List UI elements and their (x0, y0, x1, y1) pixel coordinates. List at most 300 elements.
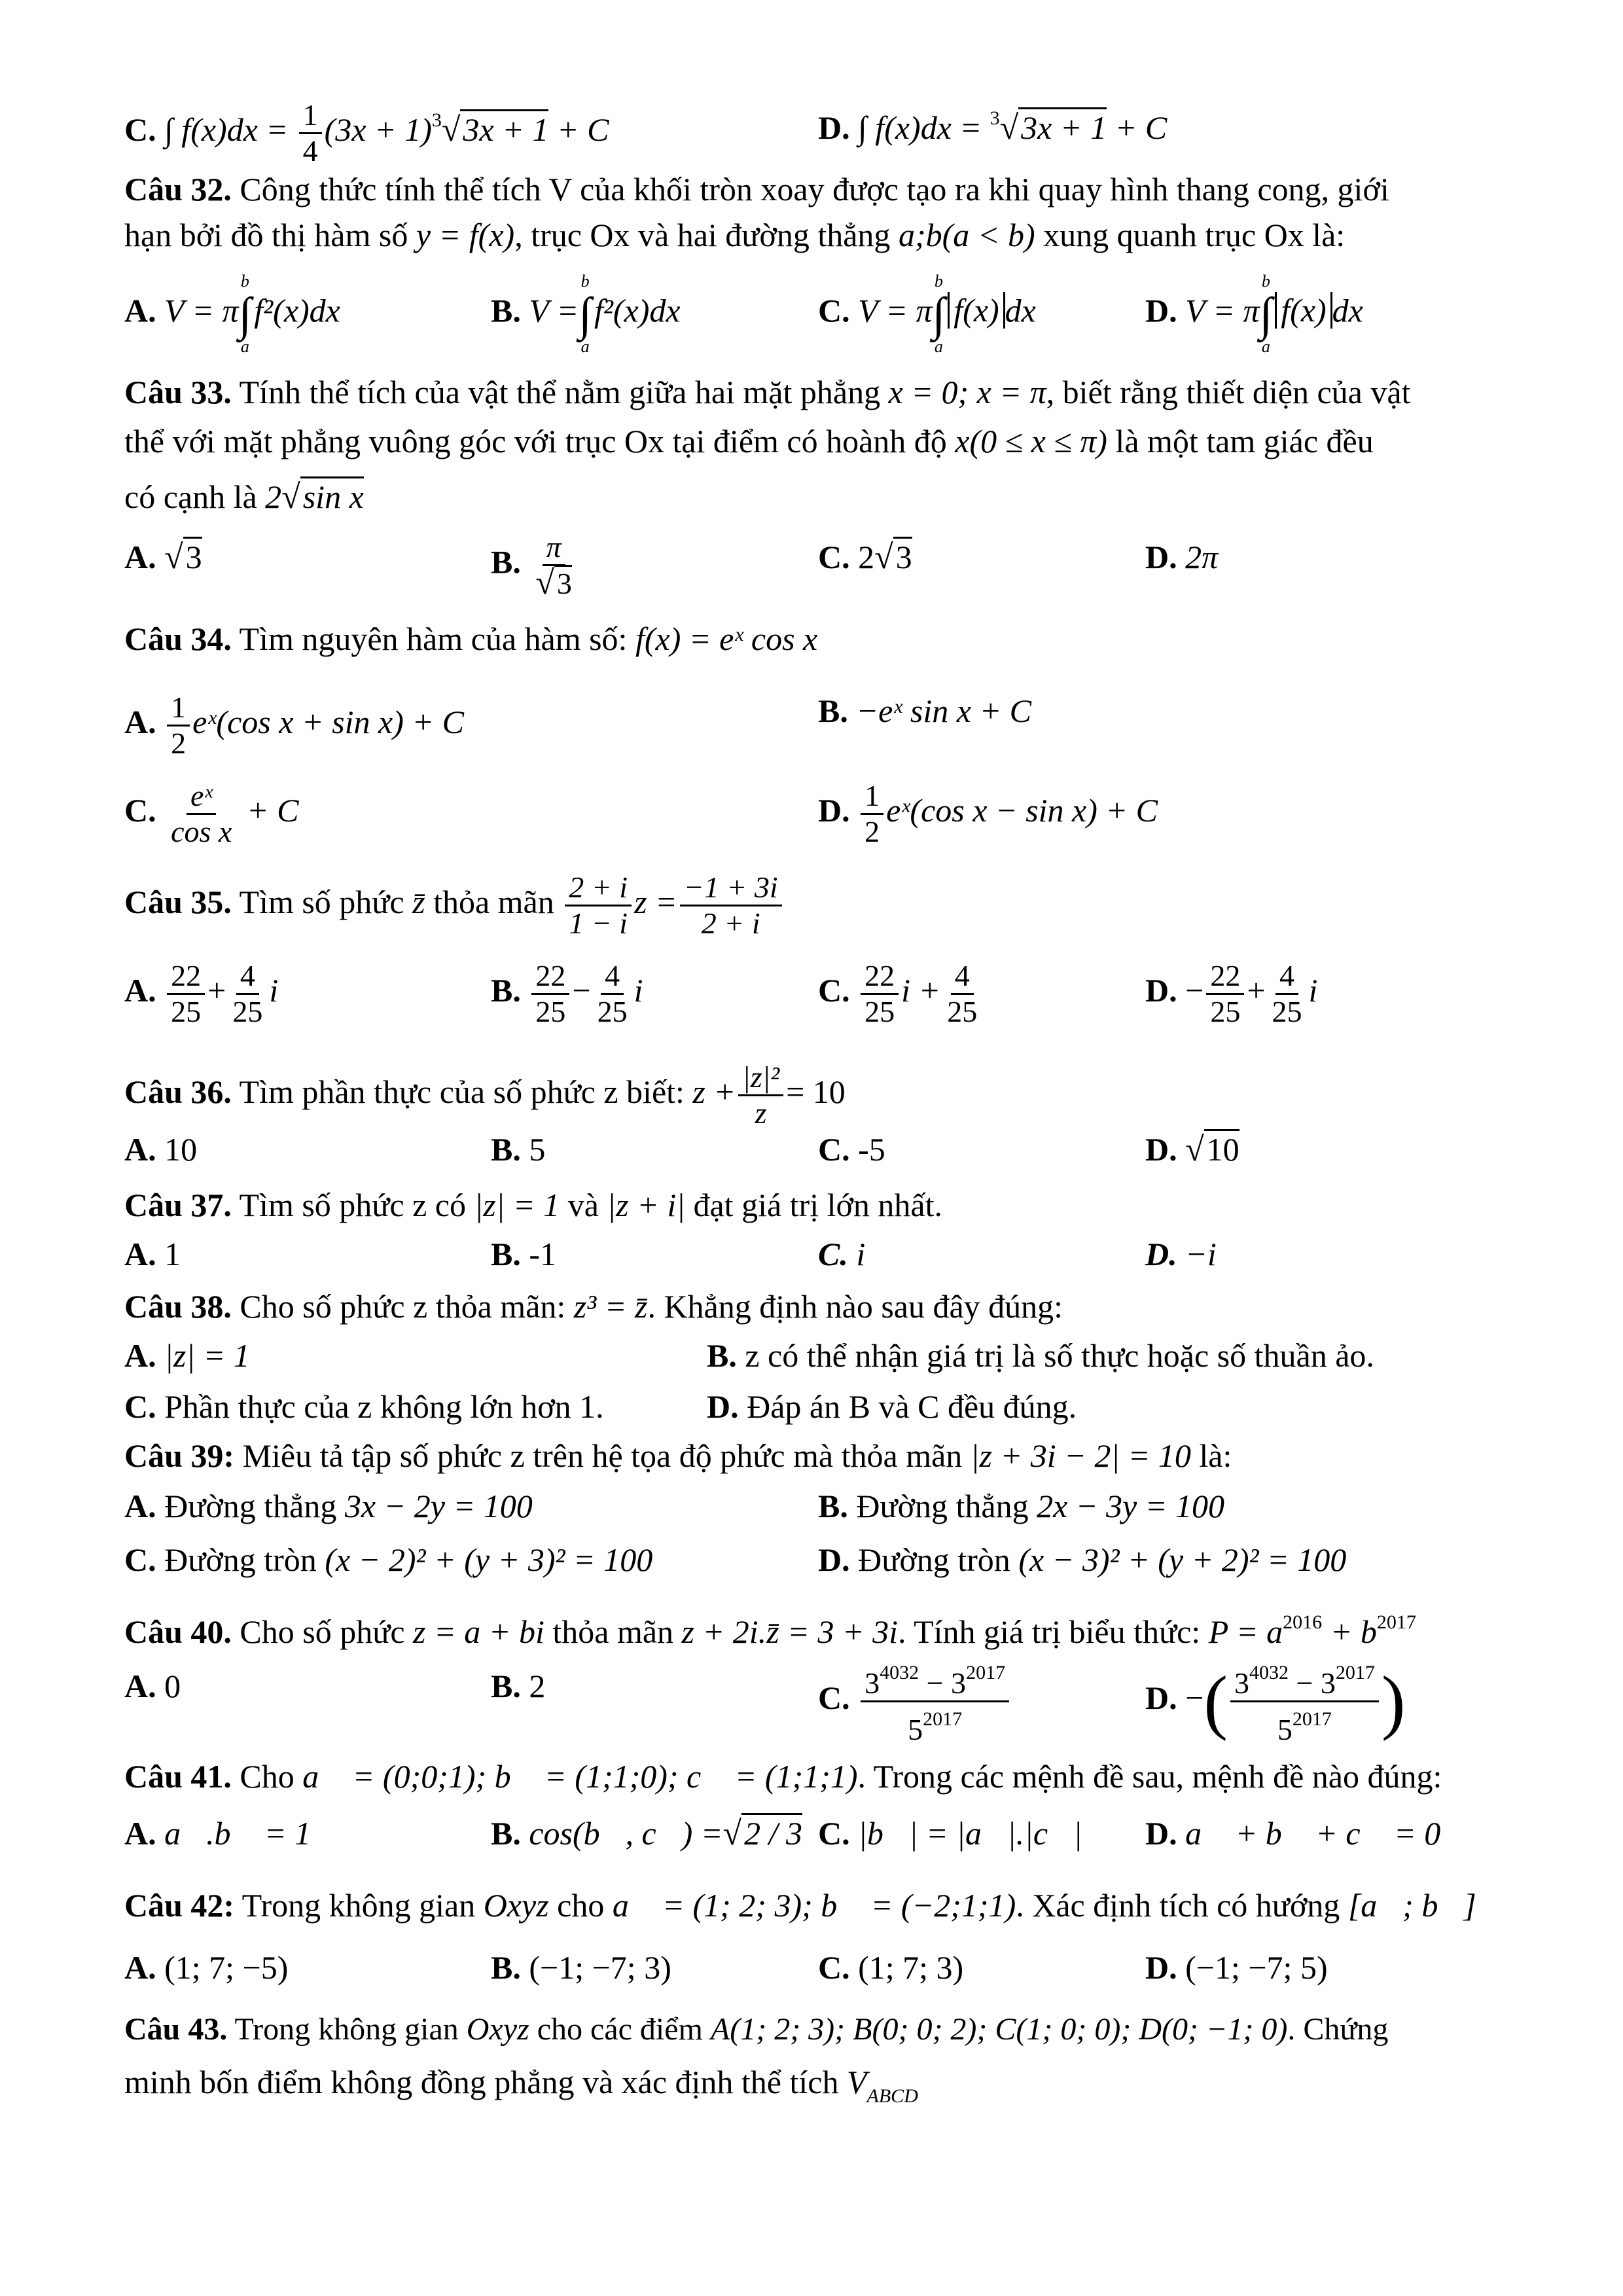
q35-c-label: C. (818, 971, 850, 1009)
q40-d-pre: − (1185, 1679, 1204, 1716)
q34-d-label: D. (818, 791, 850, 829)
q41-text-2: . Trong các mệnh đề sau, mệnh đề nào đúng: (857, 1758, 1442, 1795)
q38-c-value: Phần thực của z không lớn hơn 1. (156, 1388, 604, 1425)
q43-math-0: Oxyz (466, 2012, 529, 2047)
q35-option-b (491, 959, 643, 1029)
q41-c-value: |b⃗| = |a⃗|.|c⃗| (858, 1815, 1082, 1852)
q36-a-value: 10 (164, 1131, 198, 1168)
q39-b-text: Đường thẳng (847, 1488, 1037, 1524)
q32-c-body: f(x) (948, 292, 1005, 329)
q35-a-end: i (269, 971, 279, 1009)
q35-a-label: A. (124, 971, 156, 1009)
q39-c-label: C. (124, 1541, 156, 1578)
q38-a-value: |z| = 1 (164, 1337, 250, 1374)
q33-c-label: C. (818, 539, 850, 575)
q32-option-c (818, 272, 1036, 357)
q41-b-pre: cos(b⃗, c⃗) = (529, 1815, 723, 1852)
q42-text-2: . Xác định tích có hướng (1016, 1887, 1348, 1924)
q32-text-1: Công thức tính thể tích V của khối tròn xoay được tạo ra khi quay hình thang cong, giới (231, 171, 1389, 207)
q43-math-1: A(1; 2; 3); B(0; 0; 2); C(1; 0; 0); D(0; −1; 0) (710, 2012, 1288, 2047)
upper-limit: b (934, 272, 943, 291)
q40-a-label: A. (124, 1668, 156, 1704)
q40-math-1: z = a + bi (413, 1613, 544, 1650)
q36-eq-den: z (755, 1096, 767, 1130)
q34-d-den: 2 (865, 815, 880, 848)
q43-line-2 (124, 2062, 918, 2117)
q42-math-1: a⃗ = (1; 2; 3); b⃗ = (−2;1;1) (612, 1887, 1016, 1924)
q33-label: Câu 33. (124, 374, 232, 410)
q31-c-num: 1 (299, 98, 322, 134)
q42-a-value: (1; 7; −5) (164, 1949, 289, 1986)
q43-label: Câu 43. (124, 2012, 228, 2047)
q43-text-2: . Chứng (1287, 2012, 1389, 2047)
q35-a-op: + (207, 971, 226, 1009)
q39-d-text: Đường tròn (849, 1541, 1019, 1578)
upper-limit: b (240, 272, 249, 291)
q35-b-d1: 25 (535, 995, 566, 1028)
q33-text-1b: , biết rằng thiết diện của vật (1046, 374, 1411, 410)
q41-b-radicand: 2 / 3 (741, 1813, 802, 1852)
q37-b-label: B. (491, 1236, 521, 1272)
q39-c-text: Đường tròn (156, 1541, 325, 1578)
q38-option-d (707, 1386, 1077, 1427)
q42-option-a (124, 1947, 288, 1988)
q35-d-label: D. (1145, 971, 1177, 1009)
q39-a-text: Đường thẳng (156, 1488, 345, 1524)
q40-label: Câu 40. (124, 1613, 232, 1650)
q37-text-2: và (560, 1187, 607, 1223)
q40-b-label: B. (491, 1668, 521, 1704)
q36-a-label: A. (124, 1131, 156, 1168)
q32-d-body: f(x) (1275, 292, 1332, 329)
lower-limit: a (1261, 337, 1270, 356)
q32-text-2a: hạn bởi đồ thị hàm số (124, 217, 416, 253)
q43-math-3-sub: ABCD (866, 2085, 918, 2107)
q34-option-a (124, 691, 464, 761)
q37-text-1: Tìm số phức z có (231, 1187, 474, 1223)
q39-d-label: D. (818, 1541, 850, 1578)
q42-text-1: Trong không gian (234, 1887, 484, 1924)
q33-radicand: sin x (300, 476, 364, 515)
q33-line-3: có cạnh là 2√sin x (124, 476, 364, 518)
q42-b-label: B. (491, 1949, 521, 1986)
q33-math-3: 2 (265, 478, 282, 515)
q31-c-end: + C (548, 111, 609, 148)
q39-math-1: |z + 3i − 2| = 10 (970, 1437, 1191, 1474)
q41-math-1: a⃗ = (0;0;1); b⃗ = (1;1;0); c⃗ = (1;1;1) (302, 1758, 858, 1795)
q37-text-3: đạt giá trị lớn nhất. (685, 1187, 943, 1223)
q40-option-c (818, 1656, 1012, 1747)
q33-option-c: C. 2√3 (818, 537, 912, 578)
q33-b-num: π (543, 530, 565, 566)
q38-option-b (707, 1335, 1374, 1376)
q36-c-label: C. (818, 1131, 850, 1168)
q35-d-d1: 25 (1210, 995, 1241, 1028)
q42-c-label: C. (818, 1949, 850, 1986)
integral-sign: b ∫ a (238, 272, 252, 356)
q31-c-index: 3 (431, 109, 442, 131)
q35-math: z̄ (412, 883, 425, 920)
q35-label: Câu 35. (124, 883, 232, 920)
q38-b-label: B. (707, 1337, 737, 1374)
q41-a-value: a⃗.b⃗ = 1 (164, 1815, 312, 1852)
q33-a-label: A. (124, 539, 156, 575)
q40-d-den: 5 (1277, 1713, 1293, 1746)
q40-exp-2: 2017 (1376, 1611, 1416, 1633)
q35-b-n2: 4 (601, 959, 624, 995)
q40-a-value: 0 (164, 1668, 181, 1704)
q35-b-op: − (572, 971, 591, 1009)
q31-c-den: 4 (302, 134, 318, 168)
q37-option-c (818, 1234, 865, 1274)
q33-c-value: 3 (893, 537, 912, 575)
q42-math-2: [a⃗; b⃗] (1347, 1887, 1476, 1924)
q38-text-2: . Khẳng định nào sau đây đúng: (647, 1288, 1063, 1325)
q34-option-c (124, 779, 298, 849)
q35-c-d1: 25 (865, 995, 895, 1028)
lower-limit: a (580, 337, 590, 356)
q31-c-lhs: ∫ f(x)dx = (164, 111, 289, 148)
q31-c-radicand: 3x + 1 (460, 109, 548, 148)
q41-d-value: a⃗ + b⃗ + c⃗ = 0⃗ (1185, 1815, 1467, 1852)
q31-c-rest: (3x + 1) (324, 111, 432, 148)
q34-c-rest: + C (238, 791, 299, 829)
q36-eq-num: |z|² (738, 1060, 783, 1096)
q32-label: Câu 32. (124, 171, 232, 207)
lower-limit: a (934, 337, 943, 356)
q42-line-1 (124, 1885, 1476, 1926)
q42-d-value: (−1; −7; 5) (1185, 1949, 1328, 1986)
q38-b-value: z có thể nhận giá trị là số thực hoặc số thuần ảo. (736, 1337, 1374, 1374)
q31-d-index: 3 (990, 107, 1000, 129)
q32-b-pre: V = (529, 292, 579, 329)
q32-line-2 (124, 215, 1345, 255)
q35-text: Tìm số phức (231, 883, 413, 920)
q36-option-a (124, 1129, 197, 1170)
q35-b-d2: 25 (597, 995, 628, 1028)
q41-label: Câu 41. (124, 1758, 232, 1795)
q40-c-den: 5 (908, 1713, 923, 1746)
q35-d-n2: 4 (1275, 959, 1298, 995)
q35-b-n1: 22 (531, 959, 569, 995)
q32-d-end: dx (1332, 292, 1363, 329)
q35-option-d (1145, 959, 1317, 1029)
upper-limit: b (1261, 272, 1270, 291)
q35-option-c (818, 959, 984, 1029)
q39-c-math: (x − 2)² + (y + 3)² = 100 (325, 1541, 653, 1578)
q38-line-1 (124, 1286, 1063, 1327)
q42-option-b (491, 1947, 671, 1988)
q40-option-d: D. −( $\frac{3^{4032} - 3^{2017}}{5^{2017}}$ ) (1145, 1656, 1406, 1747)
q34-c-label: C. (124, 791, 156, 829)
q33-line-1 (124, 372, 1410, 412)
integral-sign: b ∫ a (932, 272, 946, 356)
q35-a-n1: 22 (167, 959, 205, 995)
q41-d-label: D. (1145, 1815, 1177, 1852)
q37-math-2: |z + i| (607, 1187, 685, 1223)
q34-b-label: B. (818, 692, 848, 729)
q32-math-1: y = f(x) (416, 217, 515, 253)
q40-line-1 (124, 1602, 1416, 1652)
q43-text-1b: cho các điểm (529, 2012, 711, 2047)
q35-a-d1: 25 (171, 995, 202, 1028)
q39-text-2: là: (1190, 1437, 1232, 1474)
q39-label: Câu 39: (124, 1437, 235, 1474)
q36-option-b (491, 1129, 545, 1170)
q36-d-label: D. (1145, 1131, 1177, 1168)
q37-option-b (491, 1234, 556, 1274)
q37-b-value: -1 (529, 1236, 557, 1272)
q35-c-n2: 4 (951, 959, 974, 995)
q42-a-label: A. (124, 1949, 156, 1986)
q34-math: f(x) = eˣ cos x (635, 620, 818, 657)
q41-option-d (1145, 1813, 1466, 1854)
q40-c-den-exp: 2017 (923, 1708, 963, 1730)
q32-option-d (1145, 272, 1363, 357)
q33-text-2a: thể với mặt phẳng vuông góc với trục Ox tại điểm có hoành độ (124, 423, 955, 459)
q31-d-end: + C (1107, 109, 1168, 146)
q40-c-e1: 4032 (880, 1662, 919, 1683)
q33-d-label: D. (1145, 539, 1177, 575)
q34-label: Câu 34. (124, 620, 232, 657)
q32-d-pre: V = π (1185, 292, 1260, 329)
q33-b-den: 3 (554, 565, 572, 600)
q37-option-a (124, 1234, 181, 1274)
q38-option-a (124, 1335, 250, 1376)
q38-option-c (124, 1386, 604, 1427)
q41-option-b: B. cos(b⃗, c⃗) =√2 / 3 (491, 1813, 802, 1854)
q40-d-den-exp: 2017 (1292, 1708, 1332, 1730)
q39-option-d (818, 1539, 1346, 1580)
q39-line-1 (124, 1435, 1232, 1476)
q41-option-c (818, 1813, 1082, 1854)
q41-a-label: A. (124, 1815, 156, 1852)
q41-line-1 (124, 1756, 1442, 1797)
q34-b-value: −eˣ sin x + C (856, 692, 1032, 729)
q34-line-1 (124, 619, 817, 659)
q35-eq-num-2: −1 + 3i (680, 870, 782, 906)
q42-b-value: (−1; −7; 3) (529, 1949, 671, 1986)
q32-a-body: f²(x)dx (254, 292, 340, 329)
q40-option-b (491, 1666, 545, 1706)
q36-d-value: 10 (1204, 1129, 1240, 1168)
q37-c-label: C. (818, 1236, 848, 1272)
q35-c-n1: 22 (861, 959, 899, 995)
q38-label: Câu 38. (124, 1288, 232, 1325)
q36-c-value: -5 (858, 1131, 885, 1168)
q31-d-label: D. (818, 109, 850, 146)
q33-b-fraction: $\frac{\pi}{√3}$ (535, 530, 572, 601)
q37-option-d (1145, 1234, 1217, 1274)
q38-c-label: C. (124, 1388, 156, 1425)
q32-a-label: A. (124, 292, 156, 329)
integral-sign: b ∫ a (1259, 272, 1273, 356)
q31-option-d: D. ∫ f(x)dx = $^3$√3x + 1 + C (818, 107, 1168, 147)
q39-a-label: A. (124, 1488, 156, 1524)
q34-c-den: cos x (171, 815, 232, 848)
q37-math-1: |z| = 1 (474, 1187, 560, 1223)
q32-c-end: dx (1005, 292, 1036, 329)
q34-c-num: eˣ (187, 779, 216, 815)
q33-d-value: 2π (1185, 539, 1219, 575)
q40-b-value: 2 (529, 1668, 546, 1704)
q33-text-1a: Tính thể tích của vật thể nằm giữa hai mặt phẳng (231, 374, 889, 410)
q40-c-label: C. (818, 1679, 850, 1716)
q35-eq-den-1: 1 − i (569, 906, 628, 940)
q35-b-end: i (633, 971, 643, 1009)
q41-b-label: B. (491, 1815, 521, 1852)
q32-c-label: C. (818, 292, 850, 329)
q39-text-1: Miêu tả tập số phức z trên hệ tọa độ phức mà thỏa mãn (234, 1437, 971, 1474)
q37-line-1 (124, 1185, 942, 1225)
q33-c-pre: 2 (858, 539, 875, 575)
q43-text-3: minh bốn điểm không đồng phẳng và xác định thể tích (124, 2064, 847, 2100)
q35-option-a (124, 959, 278, 1029)
q34-a-label: A. (124, 703, 156, 740)
q35-c-mid: i + (901, 971, 941, 1009)
q42-label: Câu 42: (124, 1887, 235, 1924)
q43-math-3: V (846, 2064, 867, 2100)
q42-math-0: Oxyz (483, 1887, 549, 1924)
q40-c-num-b: − 3 (919, 1666, 967, 1700)
q35-d-pre: − (1185, 971, 1204, 1009)
q35-b-label: B. (491, 971, 521, 1009)
q32-text-2c: xung quanh trục Ox là: (1035, 217, 1346, 253)
q40-exp-1: 2016 (1283, 1611, 1323, 1633)
q40-c-e2: 2017 (966, 1662, 1006, 1683)
q40-text-1: Cho số phức (231, 1613, 414, 1650)
q39-a-math: 3x − 2y = 100 (344, 1488, 533, 1524)
q35-eq-den-2: 2 + i (701, 906, 760, 940)
q40-math-3-mid: + b (1322, 1613, 1377, 1650)
q36-eq-pre: z + (692, 1073, 736, 1110)
q35-d-d2: 25 (1272, 995, 1302, 1028)
q35-line-1 (124, 870, 785, 941)
q35-a-n2: 4 (236, 959, 259, 995)
q34-a-den: 2 (171, 726, 187, 760)
q41-text-1: Cho (231, 1758, 303, 1795)
q40-d-num-a: 3 (1234, 1666, 1249, 1700)
q32-c-pre: V = π (858, 292, 933, 329)
q35-text-2: thỏa mãn (425, 883, 563, 920)
q41-c-label: C. (818, 1815, 850, 1852)
q41-option-a (124, 1813, 311, 1854)
q33-math-2: x(0 ≤ x ≤ π) (955, 423, 1107, 459)
q35-eq-num-1: 2 + i (565, 870, 632, 906)
q40-c-num-a: 3 (865, 1666, 880, 1700)
q39-b-math: 2x − 3y = 100 (1037, 1488, 1224, 1524)
q33-option-d (1145, 537, 1218, 577)
q40-d-e1: 4032 (1249, 1662, 1289, 1683)
q37-label: Câu 37. (124, 1187, 232, 1223)
q36-b-value: 5 (529, 1131, 546, 1168)
q34-option-d (818, 779, 1158, 849)
q32-b-label: B. (491, 292, 521, 329)
q33-text-3a: có cạnh là (124, 478, 266, 515)
q33-a-value: 3 (183, 537, 202, 575)
q31-d-lhs: ∫ f(x)dx = (858, 109, 982, 146)
q31-c-fraction (299, 98, 322, 168)
q33-text-2b: là một tam giác đều (1107, 423, 1374, 459)
q38-d-label: D. (707, 1388, 739, 1425)
q40-text-3: . Tính giá trị biểu thức: (897, 1613, 1209, 1650)
q37-a-label: A. (124, 1236, 156, 1272)
q32-option-a (124, 272, 340, 357)
q35-d-end: i (1308, 971, 1318, 1009)
q31-option-c: C. ∫ f(x)dx = $\frac{1}{4}$ $(3x + 1)^3√3x + 1 + C$ (124, 98, 609, 168)
q33-line-2 (124, 421, 1374, 461)
q38-text-1: Cho số phức z thỏa mãn: (231, 1288, 574, 1325)
q31-d-radicand: 3x + 1 (1018, 107, 1107, 146)
q40-d-num-b: − 3 (1288, 1666, 1336, 1700)
q32-a-pre: V = π (164, 292, 239, 329)
q39-option-a (124, 1486, 533, 1526)
q39-b-label: B. (818, 1488, 848, 1524)
q34-option-b (818, 691, 1031, 731)
q39-option-b (818, 1486, 1224, 1526)
q34-text: Tìm nguyên hàm của hàm số: (231, 620, 635, 657)
q34-a-num: 1 (167, 691, 190, 726)
upper-limit: b (580, 272, 590, 291)
q40-math-2: z + 2i.z̄ = 3 + 3i (681, 1613, 898, 1650)
q32-d-label: D. (1145, 292, 1177, 329)
q34-d-num: 1 (861, 779, 883, 815)
q37-c-value: i (856, 1236, 866, 1272)
q36-eq-end: = 10 (786, 1073, 846, 1110)
q32-math-2: a;b(a < b) (898, 217, 1035, 253)
q36-label: Câu 36. (124, 1073, 232, 1110)
q38-a-label: A. (124, 1337, 156, 1374)
q43-line-1 (124, 2009, 1388, 2050)
q35-d-op: + (1247, 971, 1266, 1009)
integral-sign: b ∫ a (579, 272, 592, 356)
q40-option-a (124, 1666, 181, 1706)
q32-text-2b: , trục Ox và hai đường thẳng (514, 217, 899, 253)
q42-option-c (818, 1947, 963, 1988)
q34-a-rest: eˣ(cos x + sin x) + C (192, 703, 464, 740)
q36-b-label: B. (491, 1131, 521, 1168)
q43-text-1: Trong không gian (227, 2012, 467, 2047)
q42-option-d (1145, 1947, 1328, 1988)
q36-option-d: D. √10 (1145, 1129, 1240, 1170)
q39-option-c (124, 1539, 652, 1580)
q32-b-body: f²(x)dx (594, 292, 681, 329)
q39-d-math: (x − 3)² + (y + 2)² = 100 (1018, 1541, 1347, 1578)
q37-d-label: D. (1145, 1236, 1177, 1272)
q35-c-d2: 25 (947, 995, 978, 1028)
q40-text-2: thỏa mãn (544, 1613, 682, 1650)
q40-d-e2: 2017 (1335, 1662, 1375, 1683)
q42-c-value: (1; 7; 3) (858, 1949, 964, 1986)
q32-option-b (491, 272, 681, 357)
q33-option-a: A. √3 (124, 537, 202, 578)
q40-math-3: P = a (1208, 1613, 1283, 1650)
q36-text: Tìm phần thực của số phức z biết: (231, 1073, 693, 1110)
q40-d-label: D. (1145, 1679, 1177, 1716)
q36-line-1 (124, 1060, 846, 1130)
lower-limit: a (240, 337, 249, 356)
q35-eq-mid: z = (634, 883, 677, 920)
q33-math-1: x = 0; x = π (888, 374, 1046, 410)
q31-c-label: C. (124, 111, 156, 148)
q38-math-1: z³ = z̄ (573, 1288, 648, 1325)
q32-line-1 (124, 169, 1389, 209)
q42-text-1b: cho (548, 1887, 613, 1924)
q33-b-label: B. (491, 543, 521, 581)
q34-d-rest: eˣ(cos x − sin x) + C (886, 791, 1158, 829)
q35-d-n1: 22 (1206, 959, 1244, 995)
q37-d-value: −i (1185, 1236, 1217, 1272)
